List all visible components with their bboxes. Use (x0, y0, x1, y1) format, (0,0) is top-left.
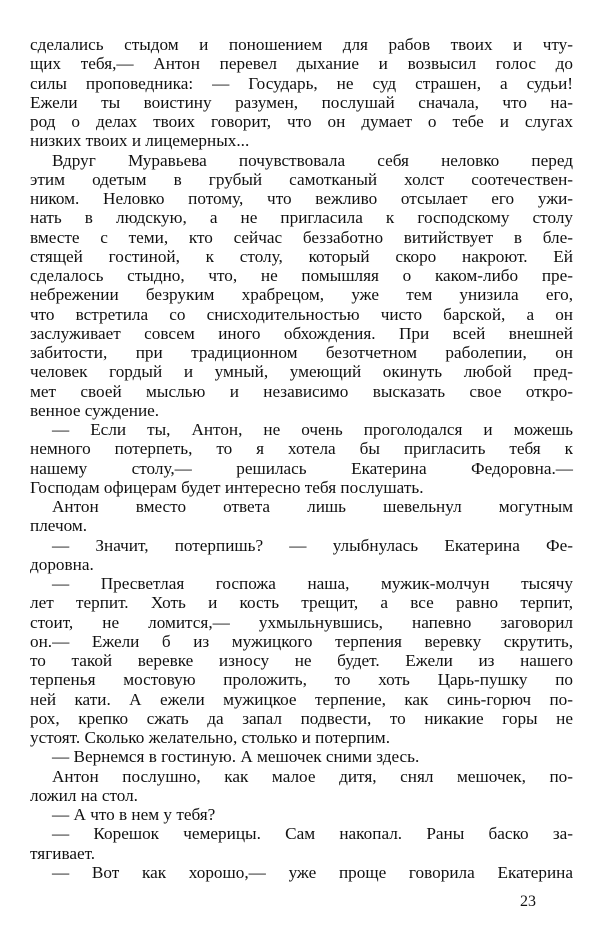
text-line: — Пресветлая госпожа наша, мужик-молчун тысячу (52, 574, 573, 593)
text-line: Господам офицерам будет интересно тебя послушать. (30, 477, 424, 497)
page-body-text (30, 35, 573, 882)
text-line: то такой веревке износу не будет. Ежели из нашего (30, 651, 573, 670)
text-line: тягивает. (30, 843, 96, 863)
text-line: венное суждение. (30, 400, 160, 420)
text-line: ником. Неловко потому, что вежливо отсылает его ужи- (30, 189, 573, 208)
text-line: Антон послушно, как малое дитя, снял мешочек, по- (52, 766, 573, 786)
text-line: стоит, не ломится,— ухмыльнувшись, напевно заговорил (30, 612, 573, 632)
text-line: этим одетым в грубый самотканый холст соотечествен- (30, 169, 573, 189)
text-line: немного потерпеть, то я хотела бы пригласить тебя к (30, 439, 573, 459)
text-line: что встретила со снисходительностью чисто барской, а он (30, 304, 573, 324)
text-line: ложил на стол. (30, 785, 138, 805)
text-line: ней кати. А ежели мужицкое терпение, как синь-горюч по- (30, 689, 573, 709)
text-line: устоят. Сколько желательно, столько и потерпим. (30, 728, 390, 747)
text-line: вместе с теми, кто сейчас беззаботно витийствует в бле- (30, 227, 573, 247)
text-line: — Значит, потерпишь? — улыбнулась Екатерина Фе- (52, 535, 573, 555)
text-line: щих тебя,— Антон перевел дыхание и возвысил голос до (30, 54, 573, 74)
text-line: стящей гостиной, к столу, который скоро накроют. Ей (30, 246, 573, 266)
text-line: человек гордый и умный, умеющий окинуть любой пред- (30, 362, 573, 382)
text-line: небрежении безруким храбрецом, уже тем унизила его, (30, 285, 573, 305)
text-line: сделались стыдом и поношением для рабов твоих и чту- (30, 35, 573, 54)
text-line: — А что в нем у тебя? (52, 805, 216, 824)
text-line: забитости, при традиционном безотчетном раболепии, он (30, 343, 573, 362)
text-line: Вдруг Муравьева почувствовала себя неловко перед (52, 150, 573, 170)
text-line: Ежели ты воистину разумен, послушай сначала, что на- (30, 92, 573, 112)
text-line: нашему столу,— решилась Екатерина Федоровна.— (30, 458, 573, 478)
page-number: 23 (520, 893, 536, 910)
text-line: доровна. (30, 554, 94, 574)
text-line: мет своей мыслью и независимо высказать свое откро- (30, 381, 573, 401)
text-line: заслуживает совсем иного обхождения. При всей внешней (30, 323, 573, 343)
text-line: — Вернемся в гостиную. А мешочек сними здесь. (52, 747, 420, 767)
text-line: он.— Ежели б из мужицкого терпения веревку скрутить, (30, 631, 573, 651)
text-line: силы проповедника: — Государь, не суд страшен, а судьи! (30, 73, 573, 93)
text-line: род о делах твоих говорит, что он думает о тебе и слугах (30, 112, 573, 131)
text-line: рох, крепко сжать да запал подвести, то никакие горы не (30, 708, 573, 728)
text-line: низких твоих и лицемерных... (30, 131, 250, 151)
text-line: — Вот как хорошо,— уже проще говорила Екатерина (52, 862, 573, 882)
text-line: нать в людскую, а не пригласила к господскому столу (30, 208, 573, 228)
text-line: сделалось стыдно, что, не помышляя о каком-либо пре- (30, 266, 573, 285)
text-line: — Если ты, Антон, не очень проголодался и можешь (52, 420, 573, 439)
text-line: Антон вместо ответа лишь шевельнул могутным (52, 497, 573, 516)
text-line: терпенья мостовую проложить, то хоть Царь-пушку по (30, 670, 573, 690)
text-line: — Корешок чемерицы. Сам накопал. Раны баско за- (52, 824, 573, 844)
text-line: лет терпит. Хоть и кость трещит, а все равно терпит, (30, 593, 573, 613)
text-line: плечом. (30, 516, 88, 536)
